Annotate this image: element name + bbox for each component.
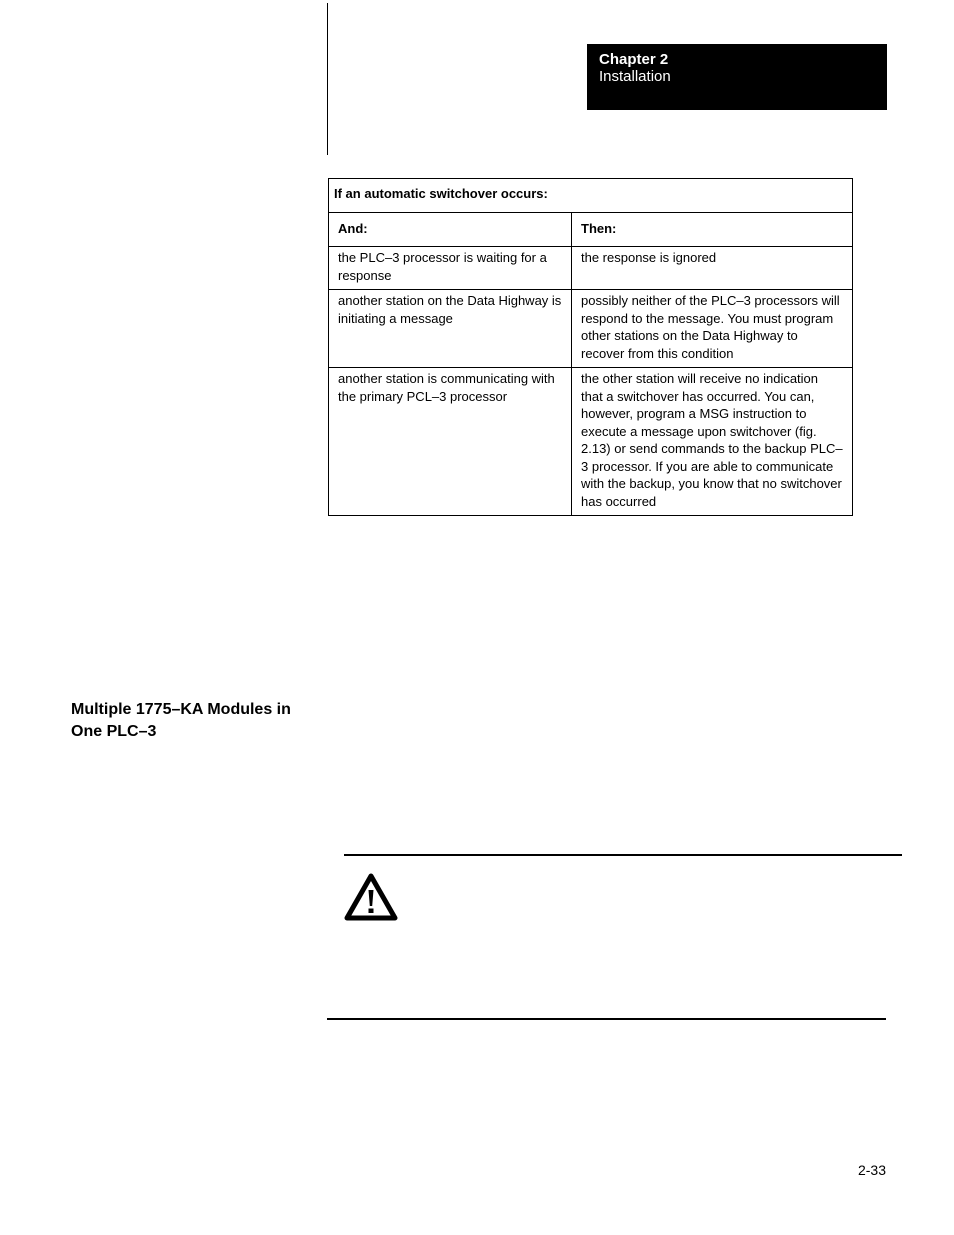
table-cell-then: the response is ignored xyxy=(572,247,853,290)
chapter-title: Installation xyxy=(599,68,671,85)
table-row xyxy=(329,290,853,368)
warning-triangle-icon xyxy=(344,873,398,921)
section-heading: Multiple 1775–KA Modules in One PLC–3 xyxy=(71,701,291,740)
chapter-label: Chapter 2 xyxy=(599,51,669,68)
chapter-header xyxy=(587,44,887,110)
table-row xyxy=(329,247,853,290)
table-caption-row xyxy=(329,179,853,213)
table-caption: If an automatic switchover occurs: xyxy=(329,179,853,213)
warning-top-rule xyxy=(344,854,902,856)
column-header-and: And: xyxy=(329,213,572,247)
table-cell-and: the PLC–3 processor is waiting for a response xyxy=(329,247,572,290)
table-cell-then: possibly neither of the PLC–3 processors will respond to the message. You must program other stations on the Data Highway to recover from this condition xyxy=(572,290,853,368)
margin-rule xyxy=(327,3,328,155)
table-row xyxy=(329,368,853,516)
table-cell-and: another station is communicating with the primary PCL–3 processor xyxy=(329,368,572,516)
table-header-row xyxy=(329,213,853,247)
switchover-table xyxy=(328,178,853,516)
page-number: 2-33 xyxy=(857,1162,886,1178)
table-cell-and: another station on the Data Highway is initiating a message xyxy=(329,290,572,368)
warning-bottom-rule xyxy=(327,1018,886,1020)
table-cell-then: the other station will receive no indication that a switchover has occurred. You can, however, program a MSG instruction to execute a message upon switchover (fig. 2.13) or send commands to the backup PLC–3 processor. If you are able to communicate with the backup, you know that no switchover has occurred xyxy=(572,368,853,516)
column-header-then: Then: xyxy=(572,213,853,247)
